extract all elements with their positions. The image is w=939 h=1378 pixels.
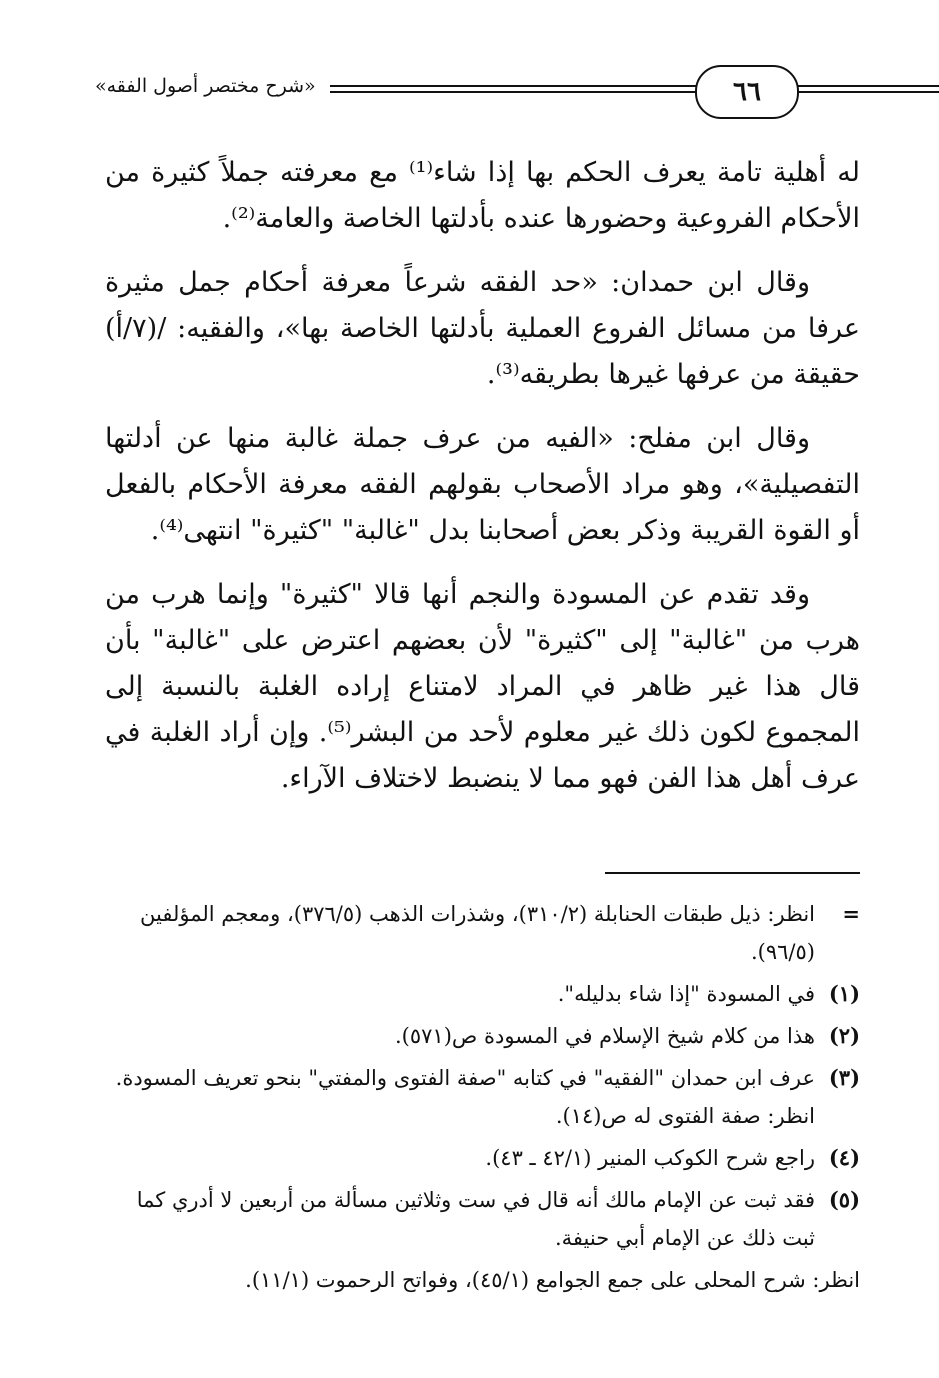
footnote-text: انظر: صفة الفتوى له ص(١٤). — [555, 1104, 815, 1128]
footnote-text: في المسودة "إذا شاء بدليله". — [557, 982, 815, 1006]
footnotes — [105, 895, 860, 1303]
paragraph-2: وقال ابن حمدان: «حد الفقه شرعاً معرفة أحكام جمل مثيرة عرفا من مسائل الفروع العملية بأدلتها الخاصة بها»، والفقيه: /(٧/أ) حقيقة من عرفها غيرها بطريقه⁽³⁾. — [105, 267, 860, 390]
footnote-3 — [105, 1059, 860, 1135]
footnote-text: انظر: شرح المحلى على جمع الجوامع (٤٥/١)، وفواتح الرحموت (١١/١). — [245, 1268, 860, 1292]
running-title: «شرح مختصر أصول الفقه» — [95, 75, 316, 97]
paragraph-4: وقد تقدم عن المسودة والنجم أنها قالا "كثيرة" وإنما هرب من هرب من "غالبة" إلى "كثيرة" لأن بعضهم اعترض على "غالبة" بأن قال هذا غير ظاهر في المراد لامتناع إراده الغلبة بالنسبة إلى المجموع لكون ذلك غير معلوم لأحد من البشر⁽⁵⁾. وإن أراد الغلبة في عرف أهل هذا الفن فهو مما لا ينضبط لاختلاف الآراء. — [105, 579, 860, 794]
page-number: ٦٦ — [695, 65, 799, 119]
header-rule — [795, 91, 939, 93]
footnote-number: (٣) — [828, 1065, 860, 1090]
footnote-text: راجع شرح الكوكب المنير (٤٢/١ ـ ٤٣). — [485, 1146, 815, 1170]
paragraph-1: له أهلية تامة يعرف الحكم بها إذا شاء⁽¹⁾ مع معرفته جملاً كثيرة من الأحكام الفروعية وحضورها عنده بأدلتها الخاصة والعامة⁽²⁾. — [105, 157, 860, 234]
main-text — [105, 150, 860, 820]
continuation-marker: = — [842, 901, 860, 926]
footnote-5 — [105, 1181, 860, 1257]
footnote-1 — [105, 975, 860, 1013]
footnote-5-reference — [105, 1261, 860, 1299]
footnote-number: (١) — [828, 981, 860, 1006]
page-header — [95, 55, 865, 125]
paragraph-3: وقال ابن مفلح: «الفيه من عرف جملة غالبة منها عن أدلتها التفصيلية»، وهو مراد الأصحاب بقولهم الفقه معرفة الأحكام بالفعل أو القوة القريبة وذكر بعض أصحابنا بدل "غالبة" "كثيرة" انتهى⁽⁴⁾. — [105, 423, 860, 546]
footnote-number: (٤) — [828, 1145, 860, 1170]
footnote-text: فقد ثبت عن الإمام مالك أنه قال في ست وثلاثين مسألة من أربعين لا أدري كما ثبت ذلك عن الإمام أبي حنيفة. — [136, 1188, 815, 1250]
footnote-number: (٢) — [828, 1023, 860, 1048]
footnote-number: (٥) — [828, 1187, 860, 1212]
footnote-text: عرف ابن حمدان "الفقيه" في كتابه "صفة الفتوى والمفتي" بنحو تعريف المسودة. — [115, 1066, 815, 1090]
footnote-text: هذا من كلام شيخ الإسلام في المسودة ص(٥٧١). — [394, 1024, 815, 1048]
footnote-4 — [105, 1139, 860, 1177]
footnote-text: انظر: ذيل طبقات الحنابلة (٣١٠/٢)، وشذرات الذهب (٣٧٦/٥)، ومعجم المؤلفين (٩٦/٥). — [140, 902, 815, 964]
footnote-separator — [605, 872, 860, 874]
footnote-2 — [105, 1017, 860, 1055]
header-rule — [795, 85, 939, 87]
footnote-continuation — [105, 895, 860, 971]
